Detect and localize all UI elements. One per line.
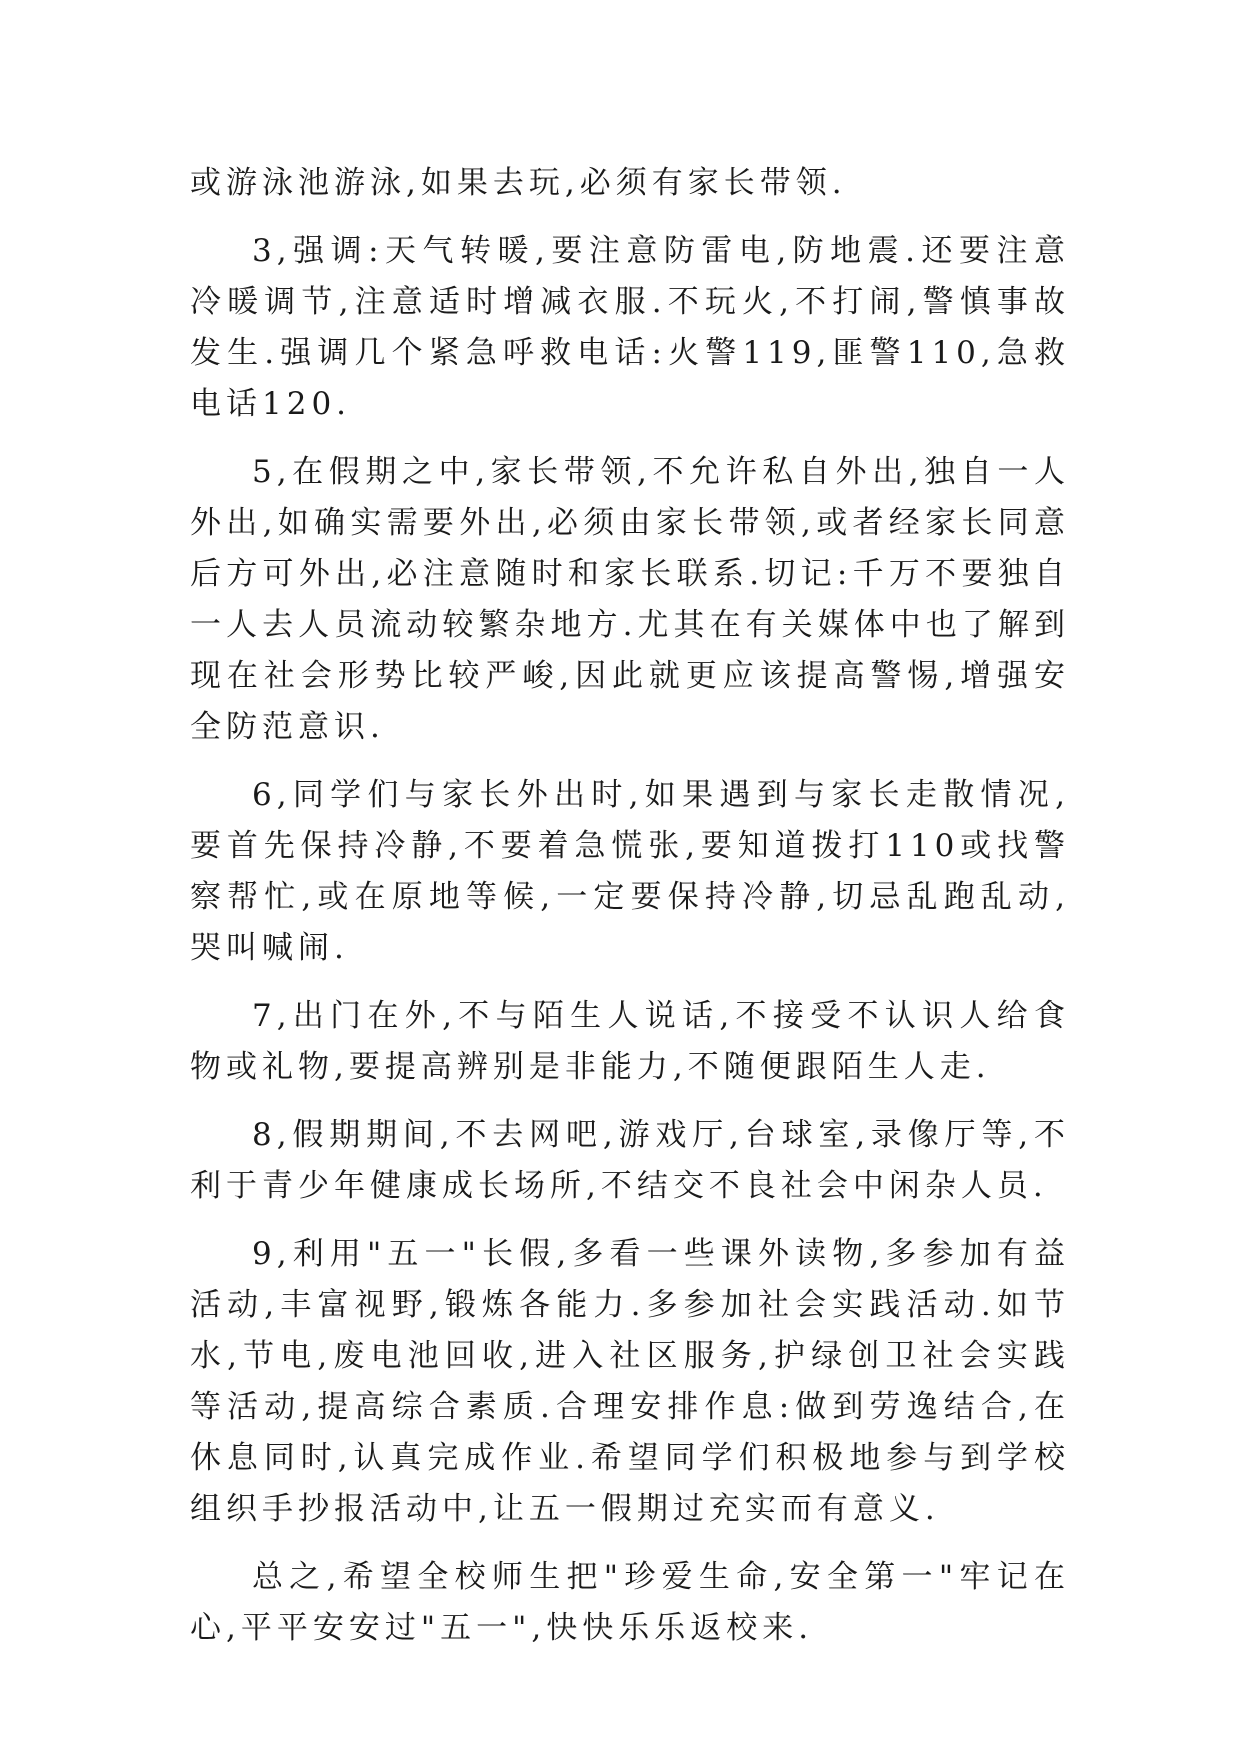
paragraph-continuation: 或游泳池游泳,如果去玩,必须有家长带领. <box>190 165 847 201</box>
paragraph-item-6: 6,同学们与家长外出时,如果遇到与家长走散情况,要首先保持冷静,不要着急慌张,要知道拨打110或找警察帮忙,或在原地等候,一定要保持冷静,切忌乱跑乱动,哭叫喊闹. <box>190 777 1070 966</box>
paragraph-item-3: 3,强调:天气转暖,要注意防雷电,防地震.还要注意冷暖调节,注意适时增减衣服.不玩火,不打闹,警慎事故发生.强调几个紧急呼救电话:火警119,匪警110,急救电话120. <box>190 233 1070 422</box>
paragraph-item-8: 8,假期期间,不去网吧,游戏厅,台球室,录像厅等,不利于青少年健康成长场所,不结交不良社会中闲杂人员. <box>190 1117 1070 1204</box>
paragraph-item-9: 9,利用"五一"长假,多看一些课外读物,多参加有益活动,丰富视野,锻炼各能力.多参加社会实践活动.如节水,节电,废电池回收,进入社区服务,护绿创卫社会实践等活动,提高综合素质.合理安排作息:做到劳逸结合,在休息同时,认真完成作业.希望同学们积极地参与到学校组织手抄报活动中,让五一假期过充实而有意义. <box>190 1236 1070 1527</box>
paragraph-conclusion: 总之,希望全校师生把"珍爱生命,安全第一"牢记在心,平平安安过"五一",快快乐乐返校来. <box>190 1559 1070 1646</box>
paragraph-item-5: 5,在假期之中,家长带领,不允许私自外出,独自一人外出,如确实需要外出,必须由家长带领,或者经家长同意后方可外出,必注意随时和家长联系.切记:千万不要独自一人去人员流动较繁杂地方.尤其在有关媒体中也了解到现在社会形势比较严峻,因此就更应该提高警惕,增强安全防范意识. <box>190 454 1070 745</box>
paragraph-item-7: 7,出门在外,不与陌生人说话,不接受不认识人给食物或礼物,要提高辨别是非能力,不随便跟陌生人走. <box>190 998 1070 1085</box>
document-body <box>190 158 1070 1671</box>
